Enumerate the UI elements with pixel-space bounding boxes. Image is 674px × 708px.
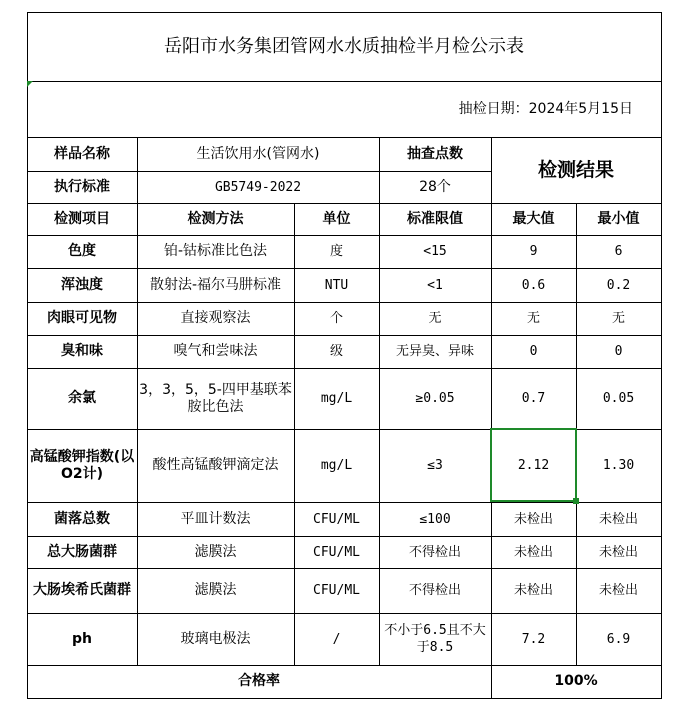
cell-limit[interactable]: ≤100: [419, 511, 451, 527]
cell-max[interactable]: 无: [526, 311, 540, 326]
cell-item[interactable]: ph: [72, 630, 92, 647]
cell-item[interactable]: 色度: [68, 243, 96, 259]
grid-line: [27, 368, 662, 369]
grid-line: [27, 613, 662, 614]
grid-line: [27, 502, 662, 503]
cell-method[interactable]: 直接观察法: [180, 310, 251, 326]
cell-item[interactable]: 总大肠菌群: [47, 543, 117, 560]
grid-line: [491, 137, 492, 699]
cell-max[interactable]: 2.12: [517, 458, 550, 473]
grid-line: [27, 137, 662, 138]
col-header-method[interactable]: 检测方法: [187, 210, 244, 227]
grid-line: [27, 12, 662, 13]
sample-name-label[interactable]: 样品名称: [54, 145, 110, 162]
col-header-max[interactable]: 最大值: [512, 210, 555, 227]
cell-limit[interactable]: <15: [423, 244, 447, 259]
cell-unit[interactable]: CFU/ML: [313, 511, 360, 527]
cell-min[interactable]: 0.2: [606, 277, 631, 293]
grid-line: [27, 568, 662, 569]
pass-rate-label[interactable]: 合格率: [238, 673, 280, 689]
sample-name-value[interactable]: 生活饮用水(管网水): [196, 145, 320, 162]
grid-line: [27, 235, 662, 236]
standard-label[interactable]: 执行标准: [54, 178, 110, 195]
cell-unit[interactable]: 度: [329, 244, 343, 259]
cell-limit[interactable]: 无异臭、异味: [395, 344, 474, 359]
cell-method[interactable]: 平皿计数法: [180, 510, 251, 527]
grid-line: [27, 302, 662, 303]
standard-value[interactable]: GB5749-2022: [214, 179, 302, 195]
cell-max[interactable]: 未检出: [513, 511, 553, 527]
col-header-item[interactable]: 检测项目: [54, 210, 110, 227]
cell-item[interactable]: 臭和味: [61, 343, 103, 359]
cell-method[interactable]: 嗅气和尝味法: [173, 343, 258, 359]
cell-max[interactable]: 0: [529, 344, 538, 359]
grid-line: [27, 335, 662, 336]
grid-line: [27, 698, 662, 699]
cell-item[interactable]: 肉眼可见物: [47, 310, 117, 326]
cell-min[interactable]: 未检出: [598, 544, 638, 560]
sheet-title[interactable]: 岳阳市水务集团管网水水质抽检半月检公示表: [164, 36, 524, 57]
cell-method[interactable]: 铂-钴标准比色法: [163, 243, 268, 259]
cell-min[interactable]: 6: [614, 244, 623, 259]
cell-max[interactable]: 9: [529, 244, 538, 259]
col-header-min[interactable]: 最小值: [597, 210, 640, 227]
cell-unit[interactable]: mg/L: [320, 391, 353, 406]
cell-limit[interactable]: 无: [428, 311, 442, 326]
cell-item[interactable]: 大肠埃希氏菌群: [33, 582, 131, 598]
cell-unit[interactable]: 个: [329, 311, 343, 326]
cell-unit[interactable]: NTU: [324, 277, 349, 293]
grid-line: [137, 137, 138, 665]
comment-marker-icon: [27, 81, 33, 87]
cell-unit[interactable]: mg/L: [320, 458, 353, 473]
result-header[interactable]: 检测结果: [537, 158, 614, 181]
sample-date[interactable]: 抽检日期：2024年5月15日: [458, 100, 633, 117]
grid-line: [27, 203, 662, 204]
cell-unit[interactable]: CFU/ML: [313, 544, 360, 560]
cell-limit[interactable]: ≥0.05: [415, 391, 455, 406]
cell-method[interactable]: 玻璃电极法: [180, 630, 251, 647]
cell-min[interactable]: 1.30: [602, 458, 635, 473]
cell-method[interactable]: 3，3，5，5-四甲基联苯胺比色法: [139, 381, 292, 415]
cell-unit[interactable]: CFU/ML: [313, 583, 360, 598]
selected-cell-outline: [490, 428, 577, 502]
cell-method[interactable]: 滤膜法: [194, 582, 237, 598]
cell-limit[interactable]: ≤3: [427, 458, 443, 473]
grid-line: [379, 137, 380, 665]
cell-item[interactable]: 浑浊度: [61, 276, 103, 293]
cell-unit[interactable]: /: [332, 631, 341, 647]
cell-min[interactable]: 未检出: [598, 583, 638, 598]
points-label[interactable]: 抽查点数: [407, 145, 463, 162]
cell-min[interactable]: 未检出: [598, 511, 638, 527]
grid-line: [27, 536, 662, 537]
grid-line: [27, 81, 662, 82]
points-value[interactable]: 28个: [419, 178, 451, 195]
grid-line: [294, 203, 295, 665]
grid-line: [27, 268, 662, 269]
cell-method[interactable]: 滤膜法: [194, 543, 237, 560]
col-header-unit[interactable]: 单位: [322, 210, 351, 227]
cell-max[interactable]: 未检出: [513, 583, 553, 598]
cell-limit[interactable]: 不得检出: [408, 583, 461, 598]
grid-line: [27, 665, 662, 666]
grid-line: [27, 12, 28, 699]
cell-min[interactable]: 6.9: [606, 631, 631, 647]
cell-item[interactable]: 高锰酸钾指数(以O2计): [29, 448, 135, 482]
cell-limit[interactable]: <1: [427, 277, 443, 293]
cell-min[interactable]: 0.05: [602, 391, 635, 406]
cell-min[interactable]: 0: [614, 344, 623, 359]
cell-max[interactable]: 0.6: [521, 277, 546, 293]
cell-min[interactable]: 无: [611, 311, 625, 326]
cell-method[interactable]: 酸性高锰酸钾滴定法: [152, 457, 279, 473]
fill-handle[interactable]: [573, 498, 579, 504]
cell-unit[interactable]: 级: [329, 344, 343, 359]
cell-max[interactable]: 未检出: [513, 544, 553, 560]
cell-item[interactable]: 菌落总数: [54, 510, 110, 527]
cell-max[interactable]: 7.2: [521, 631, 546, 647]
cell-item[interactable]: 余氯: [68, 390, 96, 406]
grid-line: [661, 12, 662, 699]
cell-limit[interactable]: 不小于6.5且不大于8.5: [384, 623, 486, 655]
col-header-limit[interactable]: 标准限值: [407, 210, 463, 227]
pass-rate-value[interactable]: 100%: [554, 673, 598, 689]
cell-method[interactable]: 散射法-福尔马肼标准: [149, 276, 282, 293]
cell-limit[interactable]: 不得检出: [408, 544, 461, 560]
cell-max[interactable]: 0.7: [521, 391, 546, 406]
grid-line: [27, 171, 492, 172]
